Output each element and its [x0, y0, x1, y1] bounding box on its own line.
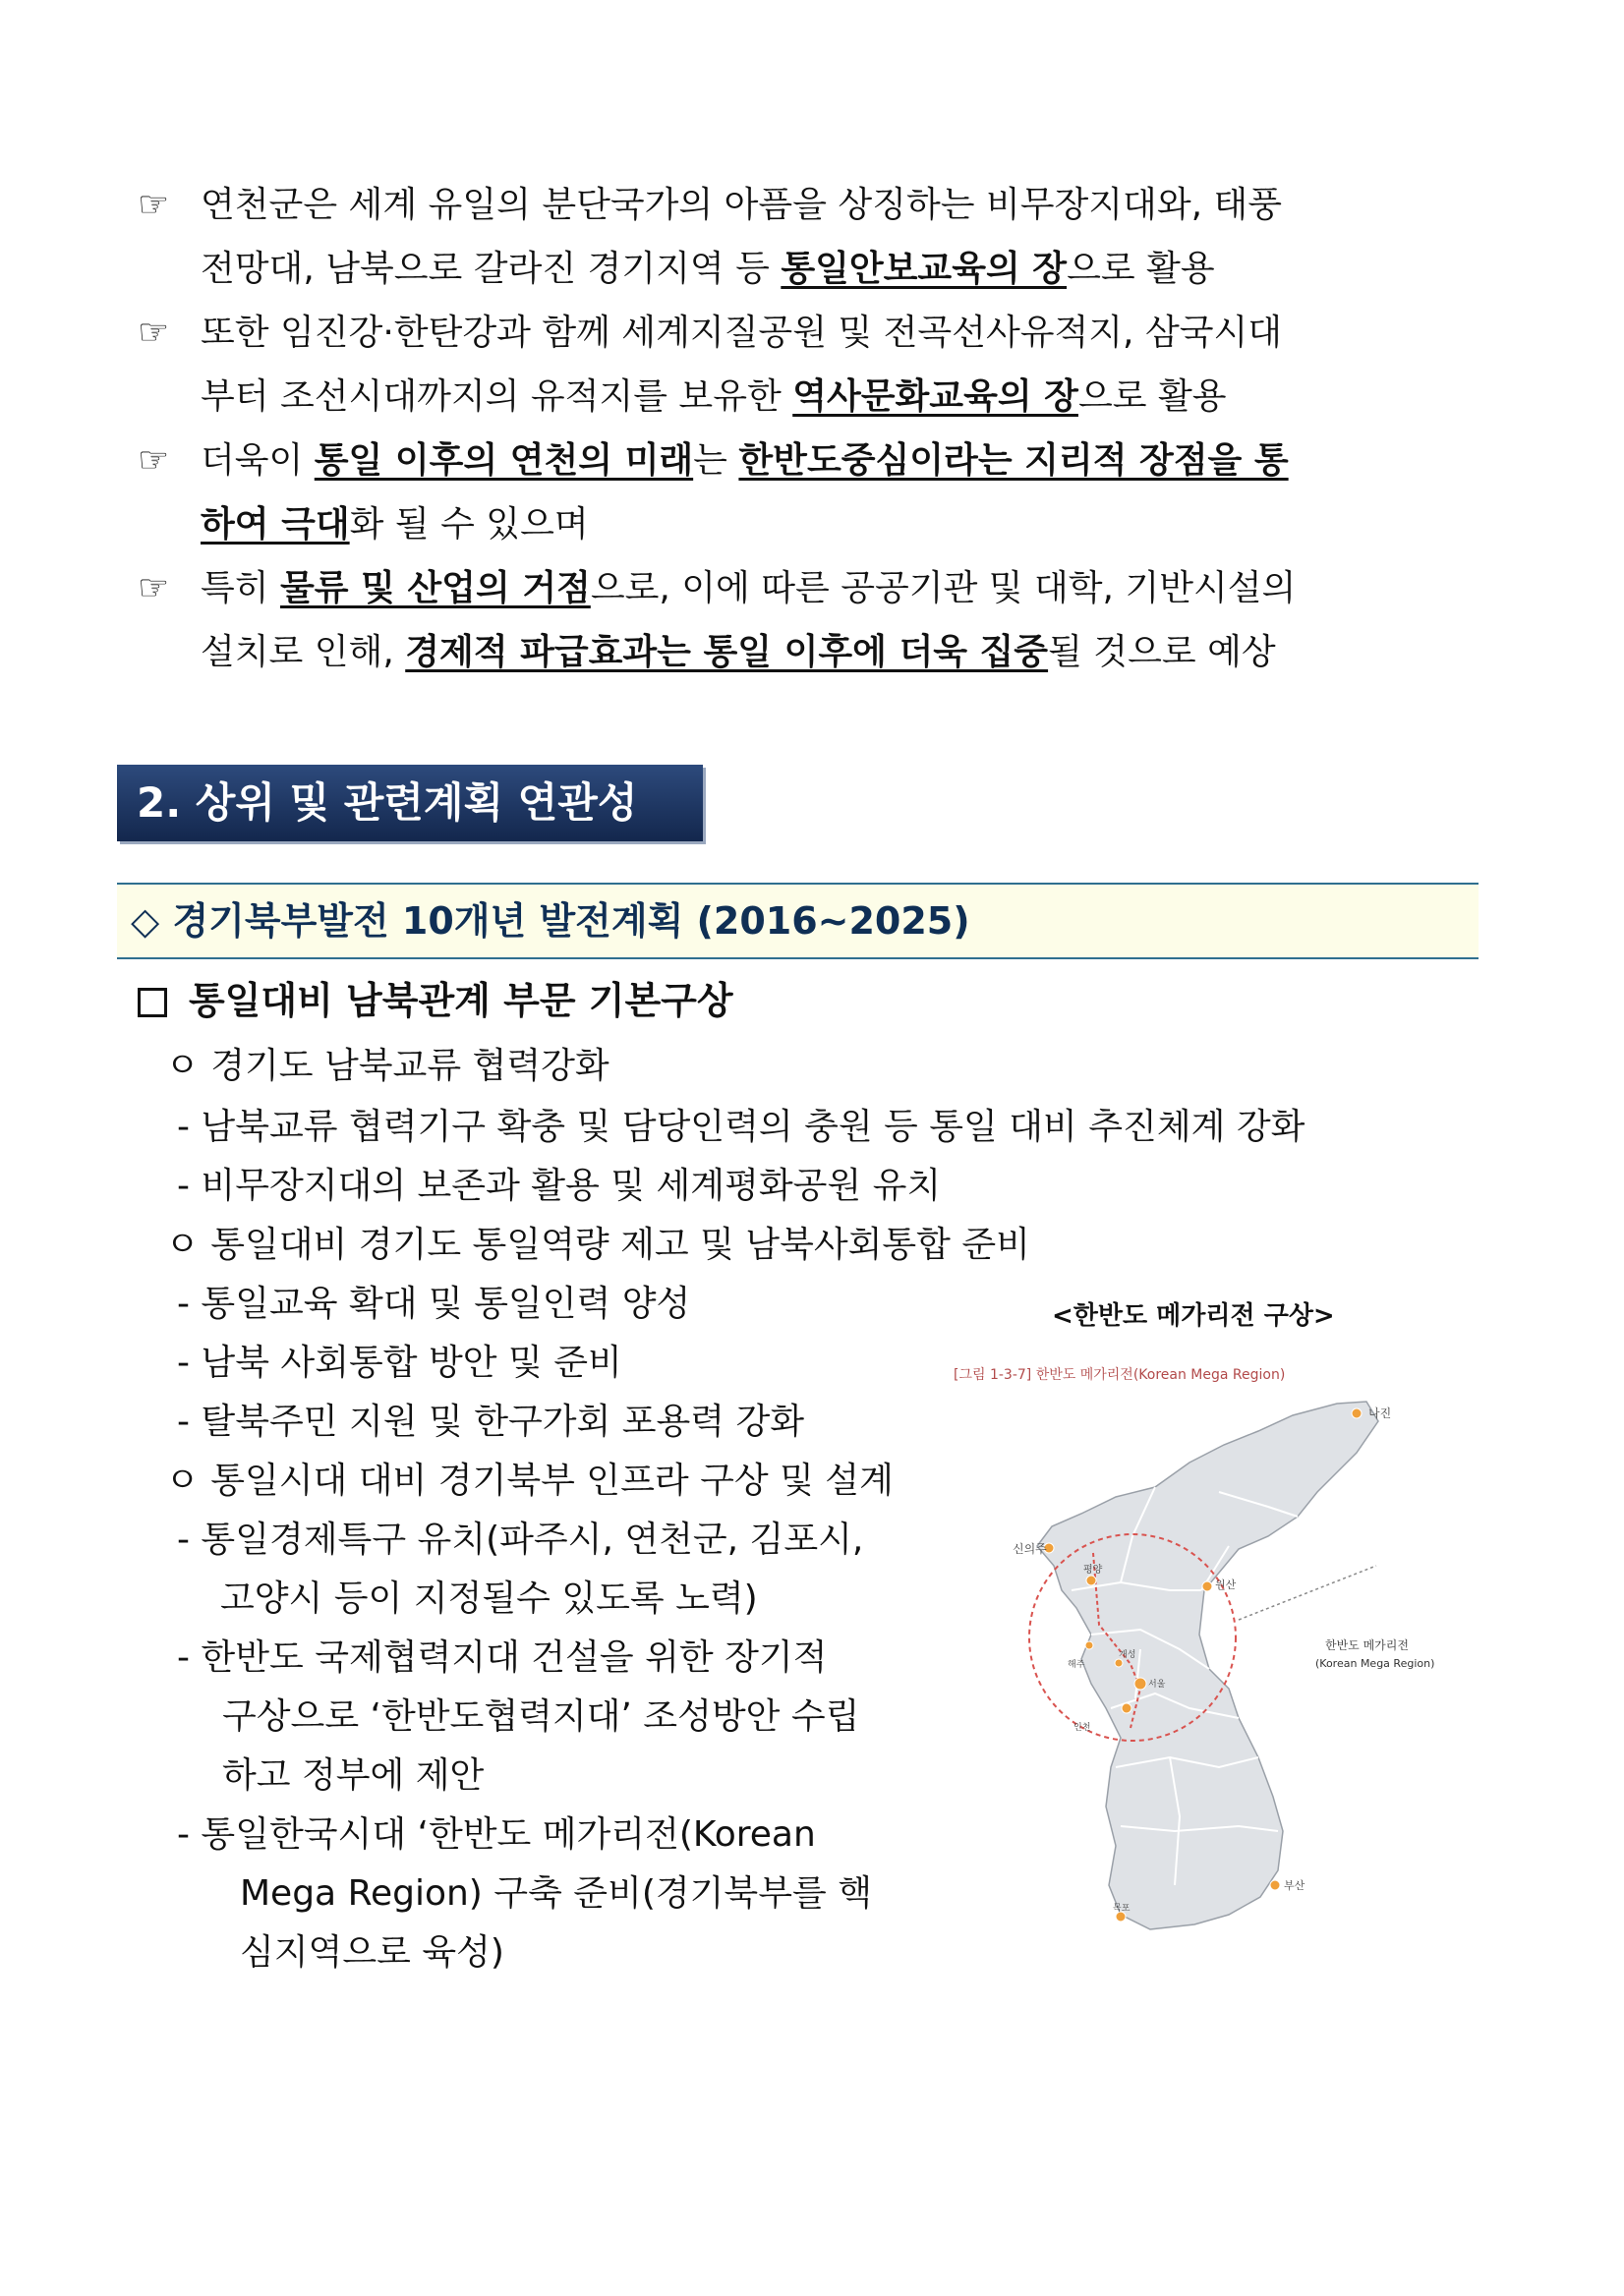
bullet-text: [201, 313, 1282, 353]
city-label-sinuiju: 신의주: [1013, 1542, 1047, 1556]
city-dot-incheon: [1122, 1703, 1131, 1713]
pointing-hand-icon: ☞: [138, 313, 170, 353]
outline-item-c2-line3: 하고 정부에 제안: [222, 1755, 485, 1796]
city-label-pyongyang: 평양: [1083, 1565, 1103, 1576]
bullet-text-segment: 설치로 인해,: [201, 632, 406, 672]
bullet-3-line1: [138, 429, 1494, 492]
bullet-text-segment: 는: [693, 440, 739, 481]
legend-leader: [1239, 1566, 1376, 1620]
city-label-haeju: 해주: [1068, 1660, 1085, 1670]
city-dot-najin: [1352, 1408, 1362, 1418]
city-label-busan: 부산: [1284, 1879, 1305, 1892]
outline-item-b2: - 남북 사회통합 방안 및 준비: [177, 1343, 622, 1383]
legend-label-ko: 한반도 메가리전: [1325, 1638, 1409, 1652]
outline-item-c: ㅇ 통일시대 대비 경기북부 인프라 구상 및 설계: [165, 1461, 894, 1501]
bullet-2-line1: [138, 301, 1494, 365]
city-label-incheon: 인천: [1073, 1723, 1091, 1733]
legend-label-en: (Korean Mega Region): [1315, 1657, 1435, 1670]
outline-item-c2-line2: 구상으로 ‘한반도협력지대’ 조성방안 수립: [222, 1696, 860, 1737]
bullet-3-line2: [138, 492, 1494, 556]
bullet-text-segment: 으로 활용: [1067, 249, 1215, 289]
emphasis-text: 한반도중심이라는 지리적 장점을 통: [738, 440, 1289, 481]
outline-item-a2: - 비무장지대의 보존과 활용 및 세계평화공원 유치: [177, 1166, 942, 1206]
emphasis-text: 하여 극대: [201, 504, 350, 545]
city-dot-kaesong: [1115, 1659, 1123, 1667]
bullet-text-segment: 특히: [201, 568, 280, 608]
bullet-text-segment: 으로, 이에 따른 공공기관 및 대학, 기반시설의: [590, 568, 1297, 608]
outline-item-a: ㅇ 경기도 남북교류 협력강화: [165, 1046, 609, 1086]
outline-item-c3-line1: - 통일한국시대 ‘한반도 메가리전(Korean: [177, 1814, 816, 1855]
outline-item-b: ㅇ 통일대비 경기도 통일역량 제고 및 남북사회통합 준비: [165, 1225, 1030, 1265]
heading-text: 통일대비 남북관계 부문 기본구상: [189, 979, 733, 1022]
outline-item-b3: - 탈북주민 지원 및 한구가회 포용력 강화: [177, 1402, 805, 1442]
bullet-1-line1: [138, 173, 1494, 237]
emphasis-text: 역사문화교육의 장: [792, 376, 1078, 417]
korea-mega-region-figure: [944, 1295, 1475, 1983]
city-label-najin: 나진: [1368, 1406, 1392, 1420]
city-label-kaesong: 개성: [1119, 1650, 1136, 1660]
bullet-text-segment: 또한 임진강·한탄강과 함께 세계지질공원 및 전곡선사유적지, 삼국시대: [201, 313, 1283, 353]
bullet-1-line2: [138, 237, 1494, 301]
outline-item-c3-line3: 심지역으로 육성): [240, 1932, 504, 1973]
bullet-text-segment: 부터 조선시대까지의 유적지를 보유한: [201, 376, 793, 417]
bullet-text-segment: 으로 활용: [1077, 376, 1227, 417]
pointing-hand-icon: ☞: [138, 185, 170, 225]
city-dot-wonsan: [1202, 1581, 1212, 1591]
bullet-text-segment: 더욱이: [201, 440, 315, 481]
korea-map: [944, 1295, 1475, 1983]
pointing-hand-icon: ☞: [138, 568, 170, 608]
emphasis-text: 통일안보교육의 장: [781, 249, 1068, 289]
outline-item-c3-line2: Mega Region) 구축 준비(경기북부를 핵: [240, 1873, 872, 1914]
bullet-list: [138, 173, 1494, 684]
pointing-hand-icon: ☞: [138, 440, 170, 481]
bullet-text: [201, 440, 1289, 481]
plan-title-bar: ◇ 경기북부발전 10개년 발전계획 (2016~2025): [117, 883, 1479, 959]
city-dot-haeju: [1085, 1641, 1093, 1649]
bullet-text-segment: 전망대, 남북으로 갈라진 경기지역 등: [201, 249, 782, 289]
checkbox-square-icon: [138, 988, 167, 1017]
bullet-text: [201, 185, 1282, 225]
city-label-seoul: 서울: [1148, 1680, 1166, 1690]
city-label-mokpo: 목포: [1113, 1904, 1131, 1914]
outline-item-c1-line1: - 통일경제특구 유치(파주시, 연천군, 김포시,: [177, 1520, 864, 1560]
city-dot-busan: [1270, 1880, 1280, 1890]
bullet-text-segment: 연천군은 세계 유일의 분단국가의 아픔을 상징하는 비무장지대와, 태풍: [201, 185, 1283, 225]
emphasis-text: 통일 이후의 연천의 미래: [314, 440, 694, 481]
bullet-4-line1: [138, 556, 1494, 620]
outline-item-c2-line1: - 한반도 국제협력지대 건설을 위한 장기적: [177, 1637, 828, 1678]
outline-item-b1: - 통일교육 확대 및 통일인력 양성: [177, 1284, 691, 1324]
bullet-text-segment: 화 될 수 있으며: [349, 504, 589, 545]
city-dot-pyongyang: [1086, 1576, 1096, 1585]
figure-caption: <한반도 메가리전 구상>: [1052, 1301, 1335, 1331]
outline-item-c1-line2: 고양시 등이 지정될수 있도록 노력): [220, 1578, 758, 1619]
bullet-4-line2: [138, 620, 1494, 684]
figure-label: [그림 1-3-7] 한반도 메가리전(Korean Mega Region): [954, 1367, 1286, 1383]
section-header: 2. 상위 및 관련계획 연관성: [117, 765, 703, 841]
bullet-text-segment: 될 것으로 예상: [1048, 632, 1276, 672]
emphasis-text: 경제적 파급효과는 통일 이후에 더욱 집중: [405, 632, 1049, 672]
outline-item-a1: - 남북교류 협력기구 확충 및 담당인력의 충원 등 통일 대비 추진체계 강화: [177, 1107, 1305, 1147]
section-heading: [138, 976, 733, 1025]
bullet-2-line2: [138, 365, 1494, 429]
emphasis-text: 물류 및 산업의 거점: [280, 568, 591, 608]
city-dot-seoul: [1134, 1678, 1146, 1690]
city-label-wonsan: 원산: [1215, 1578, 1237, 1591]
bullet-text: [201, 568, 1296, 608]
